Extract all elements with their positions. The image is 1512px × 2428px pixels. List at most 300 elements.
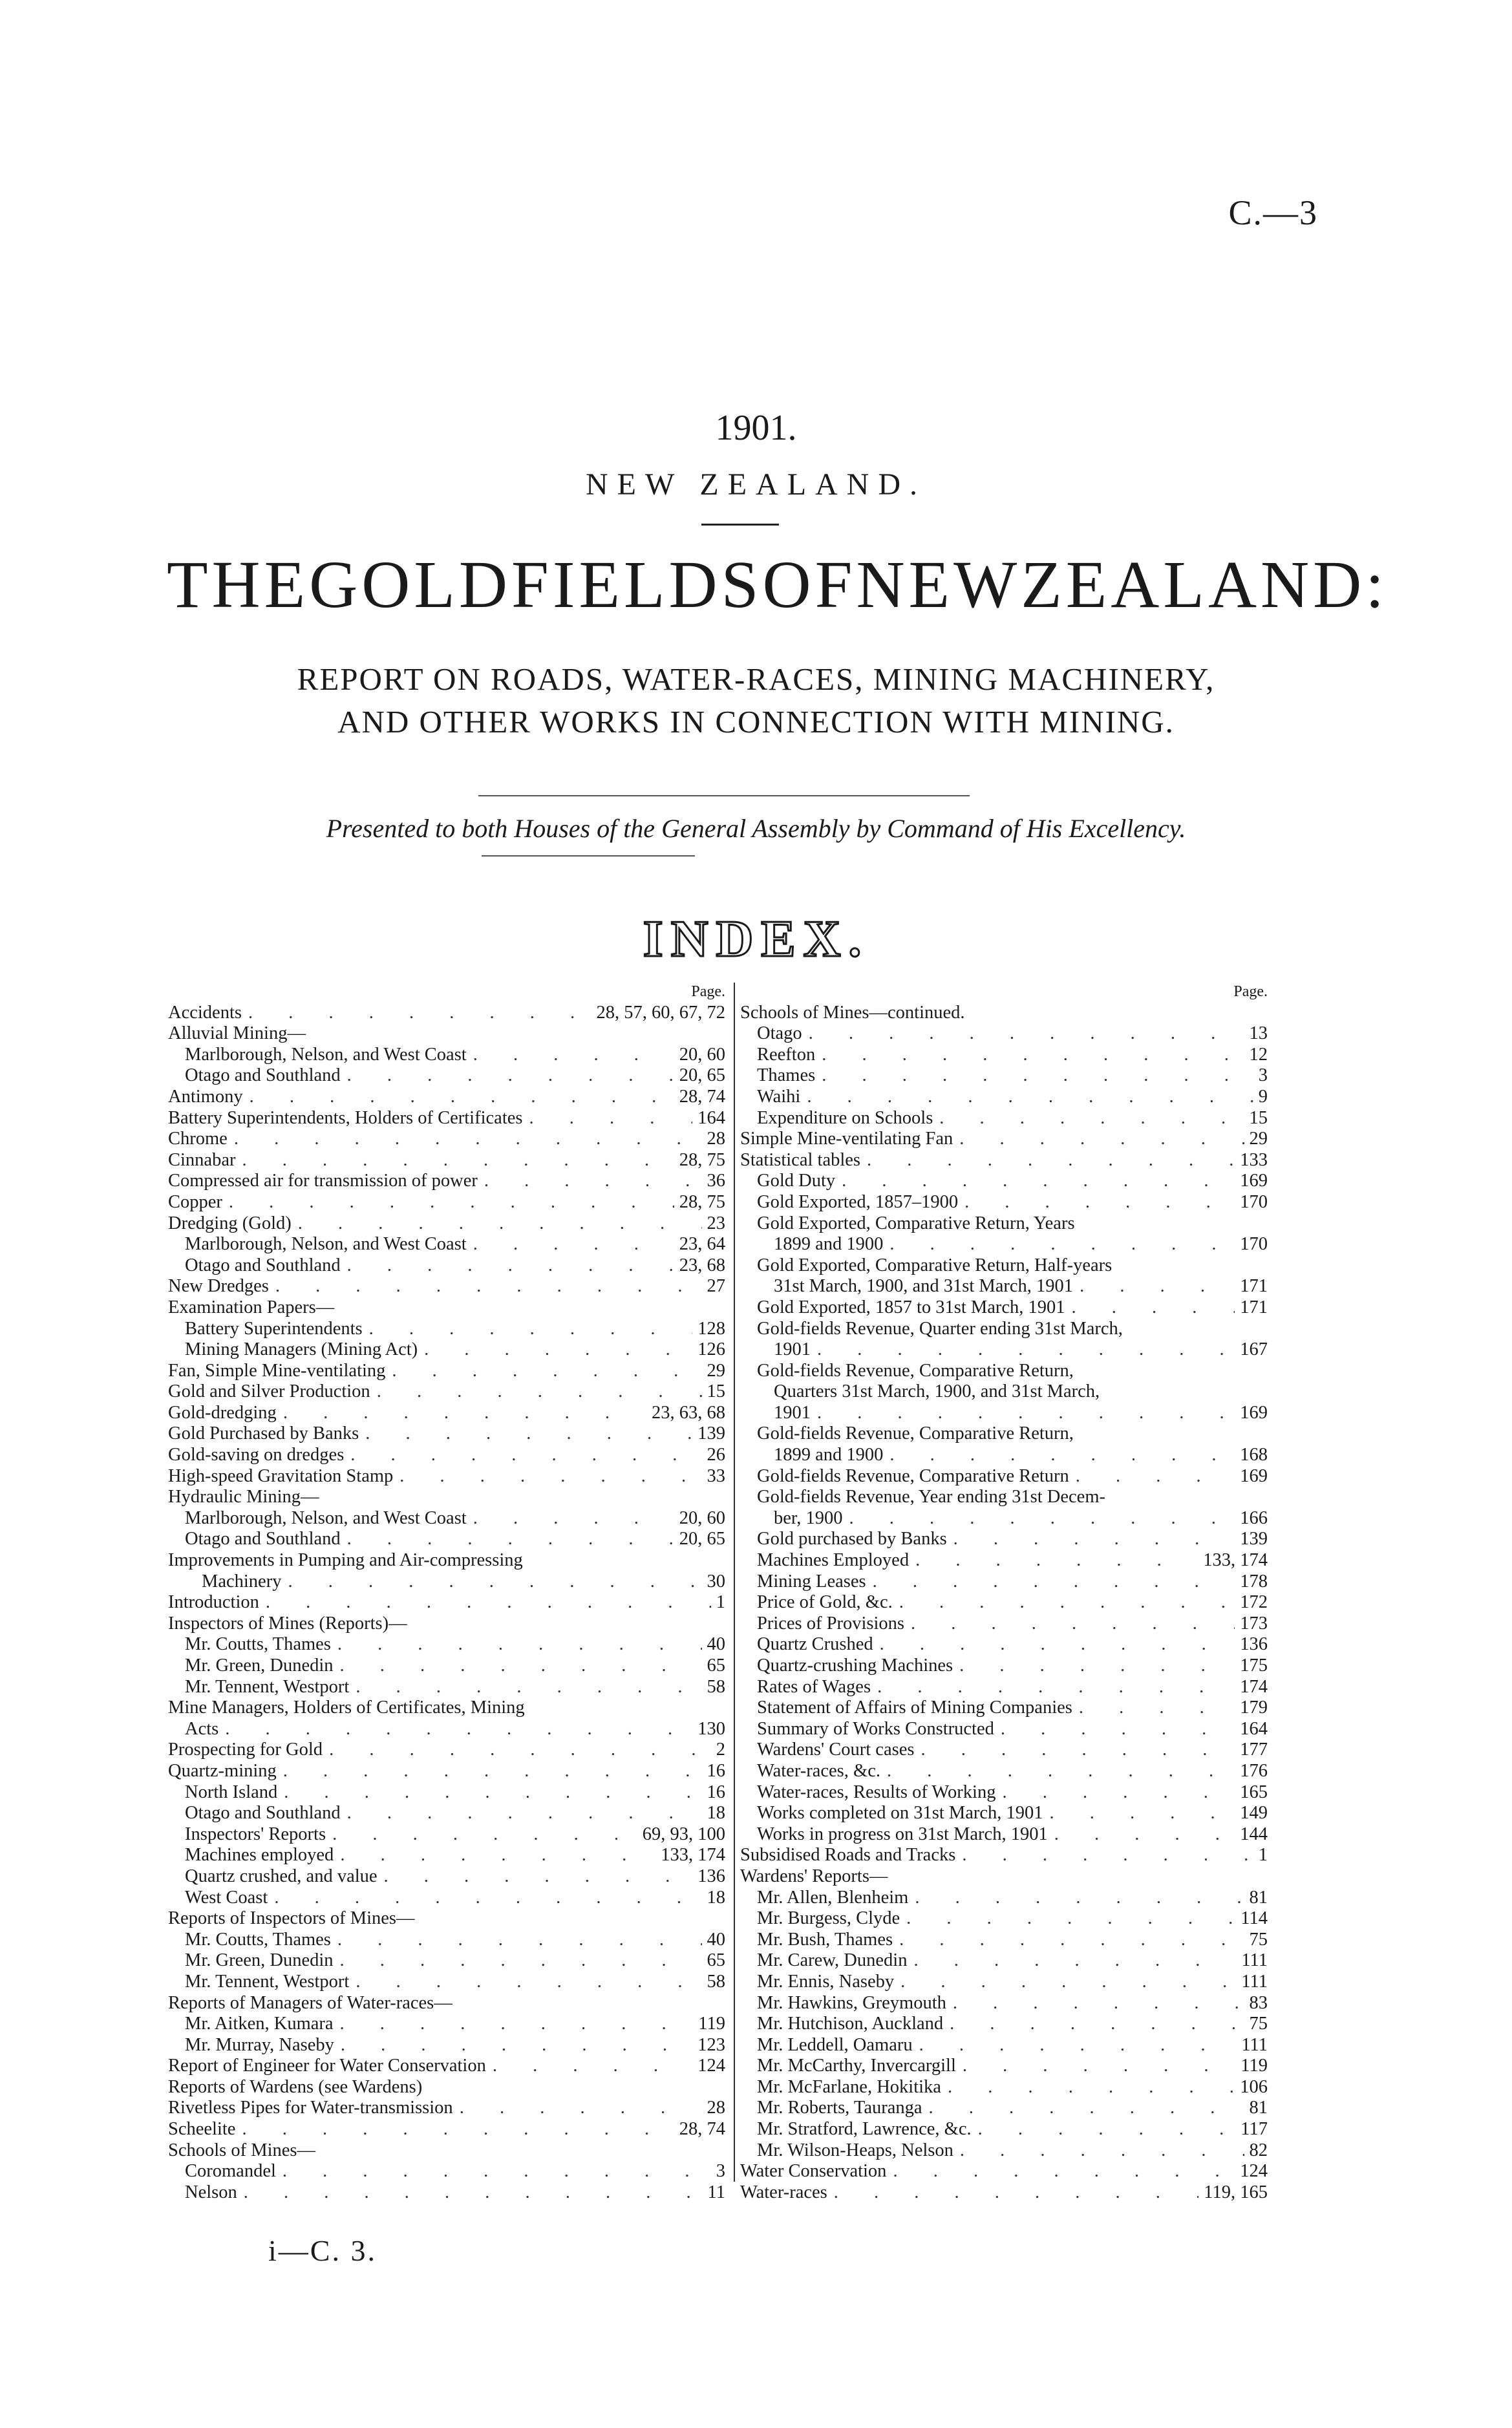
presented-statement: Presented to both Houses of the General Assembly by Command of His Excellency.	[326, 814, 1186, 843]
entry-text: Otago and Southland	[185, 1803, 341, 1824]
index-entry	[168, 1445, 728, 1466]
dot-leader	[843, 1508, 1235, 1529]
entry-text: Water-races, &c.	[757, 1760, 880, 1781]
entry-text: Subsidised Roads and Tracks	[740, 1845, 956, 1866]
index-entry	[168, 1487, 728, 1508]
entry-page: 124	[1240, 2161, 1268, 2182]
dot-leader	[835, 1171, 1235, 1192]
entry-text: Accidents	[168, 1002, 242, 1023]
dot-leader	[344, 1445, 701, 1466]
index-entry	[740, 2182, 1270, 2204]
entry-text: Mr. Tennent, Westport	[185, 1676, 350, 1697]
index-entry	[740, 1782, 1270, 1804]
divider-rule	[478, 795, 970, 796]
index-entry	[740, 1255, 1270, 1277]
dot-leader	[341, 1065, 674, 1087]
dot-leader	[349, 1972, 701, 1993]
entry-page: 1	[716, 1592, 725, 1613]
page-column-header: Page.	[691, 983, 725, 1000]
index-entry	[740, 1339, 1270, 1361]
dot-leader	[802, 1023, 1244, 1045]
dot-leader	[860, 1150, 1235, 1171]
index-entry	[740, 1613, 1270, 1635]
divider-rule	[482, 855, 695, 857]
entry-page: 123	[697, 2034, 725, 2055]
dot-leader	[866, 1571, 1235, 1593]
entry-text: North Island	[185, 1782, 278, 1802]
entry-text: 31st March, 1900, and 31st March, 1901	[774, 1276, 1074, 1297]
entry-page: 2	[716, 1740, 725, 1760]
entry-text: Waihi	[757, 1086, 801, 1107]
index-entry	[740, 1171, 1270, 1192]
index-entry	[168, 1592, 728, 1613]
entry-text: 1901	[774, 1339, 811, 1360]
index-entry	[168, 1381, 728, 1403]
dot-leader	[292, 1213, 702, 1235]
entry-text: Reefton	[757, 1044, 816, 1065]
entry-page: 175	[1240, 1656, 1268, 1676]
index-entry	[740, 1087, 1270, 1108]
index-entry	[168, 1171, 728, 1192]
index-entry	[168, 1888, 728, 1909]
entry-page: 65	[707, 1950, 725, 1971]
entry-page: 136	[1240, 1634, 1268, 1655]
index-entry	[740, 1381, 1270, 1403]
dot-leader	[953, 1129, 1244, 1150]
entry-page: 170	[1240, 1234, 1268, 1255]
title-word: NEW	[856, 548, 1021, 622]
entry-text: Marlborough, Nelson, and West Coast	[185, 1507, 467, 1528]
entry-text: Battery Superintendents, Holders of Certificates	[168, 1107, 523, 1128]
entry-page: 20, 65	[679, 1529, 725, 1549]
index-entry	[740, 1487, 1270, 1508]
dot-leader	[522, 1108, 692, 1129]
dot-leader	[953, 1656, 1235, 1677]
entry-text: Water-races, Results of Working	[757, 1782, 996, 1802]
entry-text: Water Conservation	[740, 2161, 887, 2182]
dot-leader	[385, 1361, 701, 1382]
entry-page: 165	[1240, 1782, 1268, 1802]
entry-page: 11	[707, 2182, 725, 2202]
dot-leader	[467, 1045, 674, 1066]
entry-page: 178	[1240, 1571, 1268, 1592]
index-entry	[168, 2161, 728, 2182]
entry-page: 124	[697, 2056, 725, 2076]
dot-leader	[880, 1761, 1235, 1782]
entry-page: 166	[1240, 1507, 1268, 1528]
entry-text: Quartz crushed, and value	[185, 1866, 378, 1886]
index-entry	[168, 1845, 728, 1866]
entry-page: 9	[1258, 1086, 1268, 1107]
entry-text: Alluvial Mining—	[168, 1023, 306, 1044]
index-entry	[168, 2140, 728, 2162]
entry-page: 136	[697, 1866, 725, 1886]
index-entry	[168, 1782, 728, 1804]
index-entry	[740, 1866, 1270, 1888]
entry-page: 144	[1240, 1824, 1268, 1844]
entry-page: 117	[1240, 2119, 1268, 2140]
entry-text: Gold Duty	[757, 1171, 836, 1191]
dot-leader	[341, 1255, 674, 1277]
entry-page: 16	[707, 1760, 725, 1781]
dot-leader	[893, 1592, 1235, 1613]
entry-text: Expenditure on Schools	[757, 1107, 933, 1128]
index-entry	[740, 1740, 1270, 1761]
entry-text: Mr. Coutts, Thames	[185, 1634, 331, 1655]
entry-page: 171	[1240, 1276, 1268, 1297]
dot-leader	[811, 1403, 1235, 1424]
dot-leader	[1065, 1297, 1235, 1319]
entry-text: Mr. Bush, Thames	[757, 1929, 893, 1950]
entry-text: Wardens' Reports—	[740, 1866, 888, 1886]
entry-text: Summary of Works Constructed	[757, 1718, 994, 1739]
entry-page: 69, 93, 100	[642, 1824, 725, 1844]
index-entry	[740, 1656, 1270, 1677]
entry-text: Antimony	[168, 1086, 243, 1107]
dot-leader	[947, 1529, 1235, 1550]
entry-text: ber, 1900	[774, 1507, 843, 1528]
entry-text: Mr. Hawkins, Greymouth	[757, 1992, 946, 2013]
index-entry	[168, 1339, 728, 1361]
index-entry	[168, 1003, 728, 1024]
entry-page: 28	[707, 1129, 725, 1149]
entry-text: Introduction	[168, 1592, 259, 1613]
entry-text: Gold Exported, 1857 to 31st March, 1901	[757, 1297, 1065, 1317]
entry-text: Mining Managers (Mining Act)	[185, 1339, 418, 1360]
dot-leader	[1072, 1698, 1235, 1719]
index-entry	[740, 1403, 1270, 1424]
entry-text: Report of Engineer for Water Conservation	[168, 2056, 486, 2076]
dot-leader	[323, 1740, 711, 1761]
entry-text: Gold Exported, Comparative Return, Half-years	[757, 1255, 1113, 1275]
dot-leader	[331, 1930, 702, 1951]
index-entry	[740, 2161, 1270, 2182]
country-heading: NEW ZEALAND.	[585, 467, 927, 502]
main-title	[167, 546, 1389, 623]
dot-leader	[900, 1908, 1235, 1930]
entry-page: 40	[707, 1929, 725, 1950]
entry-text: Mr. Ennis, Naseby	[757, 1971, 895, 1992]
index-entry	[168, 1423, 728, 1445]
entry-text: Works completed on 31st March, 1901	[757, 1803, 1043, 1824]
entry-page: 28, 75	[679, 1191, 725, 1212]
entry-text: Machines employed	[185, 1845, 334, 1866]
dot-leader	[281, 1571, 701, 1593]
index-entry	[740, 2098, 1270, 2119]
index-entry	[740, 1993, 1270, 2014]
entry-text: Quartz-crushing Machines	[757, 1656, 953, 1676]
index-entry	[168, 1550, 728, 1571]
dot-leader	[235, 1150, 674, 1171]
index-entry	[168, 2098, 728, 2119]
entry-text: Machines Employed	[757, 1550, 910, 1571]
entry-text: Water-races	[740, 2182, 827, 2202]
entry-page: 27	[707, 1276, 725, 1297]
entry-page: 23, 68	[679, 1255, 725, 1275]
entry-page: 177	[1240, 1740, 1268, 1760]
dot-leader	[994, 1719, 1235, 1740]
entry-page: 16	[707, 1782, 725, 1802]
entry-page: 111	[1241, 1971, 1268, 1992]
entry-page: 139	[697, 1423, 725, 1444]
entry-text: Fan, Simple Mine-ventilating	[168, 1360, 386, 1381]
entry-page: 169	[1240, 1465, 1268, 1486]
dot-leader	[359, 1423, 692, 1445]
index-entry	[740, 1319, 1270, 1340]
entry-text: Works in progress on 31st March, 1901	[757, 1824, 1048, 1844]
entry-text: 1899 and 1900	[774, 1234, 884, 1255]
entry-page: 65	[707, 1656, 725, 1676]
entry-page: 18	[707, 1887, 725, 1908]
dot-leader	[922, 2098, 1244, 2119]
index-entry	[740, 1234, 1270, 1255]
entry-text: Gold Exported, 1857–1900	[757, 1191, 959, 1212]
dot-leader	[243, 1087, 674, 1108]
entry-text: Thames	[757, 1065, 816, 1086]
page-column-header: Page.	[1233, 983, 1268, 1000]
dot-leader	[907, 1950, 1236, 1972]
dot-leader	[393, 1466, 701, 1487]
dot-leader	[815, 1065, 1253, 1087]
entry-page: 33	[707, 1465, 725, 1486]
dot-leader	[811, 1339, 1235, 1361]
entry-text: Otago and Southland	[185, 1255, 341, 1275]
dot-leader	[269, 1276, 702, 1297]
index-entry	[168, 1698, 728, 1719]
index-entry	[168, 1761, 728, 1782]
entry-text: Rivetless Pipes for Water-transmission	[168, 2098, 453, 2118]
index-entry	[168, 1972, 728, 1993]
entry-page: 26	[707, 1445, 725, 1465]
entry-text: Inspectors' Reports	[185, 1824, 326, 1844]
index-entry	[740, 1423, 1270, 1445]
entry-page: 58	[707, 1971, 725, 1992]
dot-leader	[1069, 1466, 1235, 1487]
entry-page: 20, 60	[679, 1507, 725, 1528]
index-entry	[740, 1698, 1270, 1719]
dot-leader	[326, 1824, 637, 1846]
entry-page: 28, 57, 60, 67, 72	[596, 1002, 725, 1023]
dot-leader	[933, 1108, 1244, 1129]
dot-leader	[334, 1656, 702, 1677]
index-entry	[740, 2014, 1270, 2035]
entry-text: Otago	[757, 1023, 802, 1044]
index-entry	[168, 1129, 728, 1150]
index-entry	[168, 1192, 728, 1213]
entry-text: Schools of Mines—	[168, 2140, 315, 2160]
entry-text: Statement of Affairs of Mining Companies	[757, 1698, 1072, 1718]
index-entry	[168, 1319, 728, 1340]
index-entry	[740, 1129, 1270, 1150]
entry-page: 1	[1258, 1845, 1268, 1866]
dot-leader	[418, 1339, 692, 1361]
entry-text: Gold-dredging	[168, 1402, 277, 1423]
entry-page: 83	[1249, 1992, 1268, 2013]
dot-leader	[946, 1993, 1244, 2014]
index-column-right	[740, 981, 1270, 2203]
entry-page: 29	[707, 1360, 725, 1381]
dot-leader	[237, 2182, 703, 2204]
entry-page: 169	[1240, 1402, 1268, 1423]
entry-page: 119	[698, 2014, 725, 2034]
entry-page: 28, 74	[679, 1086, 725, 1107]
entry-page: 75	[1249, 2014, 1268, 2034]
index-entry	[740, 1592, 1270, 1613]
dot-leader	[363, 1319, 693, 1340]
dot-leader	[341, 1803, 702, 1824]
index-entry	[168, 1950, 728, 1972]
dot-leader	[1043, 1803, 1235, 1824]
dot-leader	[331, 1634, 702, 1656]
entry-text: West Coast	[185, 1887, 268, 1908]
index-entry	[740, 2035, 1270, 2056]
entry-text: Gold-fields Revenue, Comparative Return,	[757, 1423, 1074, 1444]
subtitle-line-2: AND OTHER WORKS IN CONNECTION WITH MINING.	[337, 704, 1175, 740]
index-entry	[168, 1108, 728, 1129]
entry-page: 133, 174	[1203, 1550, 1268, 1571]
dot-leader	[222, 1192, 674, 1213]
entry-page: 174	[1240, 1676, 1268, 1697]
entry-page: 164	[697, 1107, 725, 1128]
index-entry	[740, 1571, 1270, 1593]
index-entry	[168, 1045, 728, 1066]
entry-text: Copper	[168, 1191, 222, 1212]
entry-text: Cinnabar	[168, 1149, 236, 1170]
entry-text: Mr. Wilson-Heaps, Nelson	[757, 2140, 953, 2160]
title-word: OF	[762, 548, 857, 622]
title-word: THE	[167, 548, 310, 622]
entry-text: Schools of Mines—continued.	[740, 1002, 965, 1023]
entry-page: 28, 75	[679, 1149, 725, 1170]
entry-text: Rates of Wages	[757, 1676, 871, 1697]
entry-page: 133	[1240, 1149, 1268, 1170]
dot-leader	[334, 2035, 692, 2056]
entry-text: Price of Gold, &c.	[757, 1592, 893, 1613]
dot-leader	[334, 1950, 702, 1972]
entry-page: 128	[697, 1318, 725, 1339]
entry-page: 23	[707, 1213, 725, 1233]
index-entry	[740, 2119, 1270, 2140]
index-entry	[740, 1824, 1270, 1846]
entry-page: 28	[707, 2098, 725, 2118]
entry-page: 82	[1249, 2140, 1268, 2160]
index-entry	[740, 1761, 1270, 1782]
entry-text: Gold Purchased by Banks	[168, 1423, 359, 1444]
entry-text: Quartz Crushed	[757, 1634, 873, 1655]
entry-page: 149	[1240, 1803, 1268, 1824]
entry-page: 23, 63, 68	[652, 1402, 725, 1423]
entry-text: Improvements in Pumping and Air-compressing	[168, 1550, 523, 1571]
dot-leader	[478, 1171, 702, 1192]
dot-leader	[894, 1972, 1236, 1993]
index-entry	[168, 1908, 728, 1930]
entry-text: Gold-fields Revenue, Quarter ending 31st March,	[757, 1318, 1123, 1339]
dot-leader	[276, 2161, 711, 2182]
entry-page: 167	[1240, 1339, 1268, 1360]
index-entry	[168, 1719, 728, 1740]
index-entry	[168, 1361, 728, 1382]
entry-text: Mr. Roberts, Tauranga	[757, 2098, 922, 2118]
dot-leader	[953, 2140, 1244, 2162]
index-entry	[740, 2077, 1270, 2098]
entry-page: 133, 174	[661, 1845, 725, 1866]
entry-text: Dredging (Gold)	[168, 1213, 292, 1233]
entry-page: 119, 165	[1204, 2182, 1268, 2202]
dot-leader	[486, 2056, 692, 2077]
entry-page: 18	[707, 1803, 725, 1824]
entry-text: Inspectors of Mines (Reports)—	[168, 1613, 407, 1634]
dot-leader	[370, 1381, 702, 1403]
entry-page: 20, 60	[679, 1044, 725, 1065]
title-word: ZEALAND:	[1021, 548, 1389, 622]
entry-page: 81	[1249, 1887, 1268, 1908]
index-entry	[740, 1361, 1270, 1382]
entry-text: Mr. Coutts, Thames	[185, 1929, 331, 1950]
dot-leader	[242, 1003, 591, 1024]
index-entry	[168, 1297, 728, 1319]
index-entry	[740, 1445, 1270, 1466]
dot-leader	[958, 1192, 1235, 1213]
index-entry	[168, 2035, 728, 2056]
index-entry	[740, 1045, 1270, 1066]
dot-leader	[909, 1550, 1198, 1571]
index-entry	[740, 1276, 1270, 1297]
entry-page: 28, 74	[679, 2119, 725, 2140]
dot-leader	[277, 1403, 646, 1424]
entry-page: 58	[707, 1676, 725, 1697]
dot-leader	[914, 1740, 1235, 1761]
entry-page: 12	[1249, 1044, 1268, 1065]
entry-text: Quarters 31st March, 1900, and 31st March,	[774, 1381, 1100, 1402]
entry-text: Mine Managers, Holders of Certificates, Mining	[168, 1698, 525, 1718]
title-word: GOLDFIELDS	[309, 548, 763, 622]
dot-leader	[467, 1508, 674, 1529]
dot-leader	[871, 1677, 1235, 1698]
index-entry	[740, 1192, 1270, 1213]
entry-text: Quartz-mining	[168, 1760, 277, 1781]
dot-leader	[883, 1445, 1235, 1466]
dot-leader	[893, 1930, 1244, 1951]
dot-leader	[334, 2014, 694, 2035]
index-entry	[740, 1930, 1270, 1951]
dot-leader	[453, 2098, 702, 2119]
dot-leader	[815, 1045, 1244, 1066]
dot-leader	[218, 1719, 692, 1740]
entry-page: 168	[1240, 1445, 1268, 1465]
index-entry	[740, 1888, 1270, 1909]
entry-text: Machinery	[202, 1571, 282, 1592]
entry-page: 20, 65	[679, 1065, 725, 1086]
dot-leader	[378, 1866, 693, 1888]
entry-text: Battery Superintendents	[185, 1318, 363, 1339]
index-entry	[740, 1529, 1270, 1550]
entry-page: 176	[1240, 1760, 1268, 1781]
index-entry	[740, 1719, 1270, 1740]
dot-leader	[349, 1677, 701, 1698]
index-entry	[168, 1276, 728, 1297]
entry-page: 75	[1249, 1929, 1268, 1950]
entry-page: 171	[1240, 1297, 1268, 1317]
entry-text: Reports of Managers of Water-races—	[168, 1992, 453, 2013]
entry-text: Mr. Stratford, Lawrence, &c.	[757, 2119, 972, 2140]
entry-page: 173	[1240, 1613, 1268, 1634]
entry-text: Nelson	[185, 2182, 237, 2202]
index-entry	[168, 1677, 728, 1698]
index-entry	[740, 1845, 1270, 1866]
dot-leader	[941, 2077, 1235, 2098]
entry-text: Mr. Hutchison, Auckland	[757, 2014, 944, 2034]
entry-page: 81	[1249, 2098, 1268, 2118]
